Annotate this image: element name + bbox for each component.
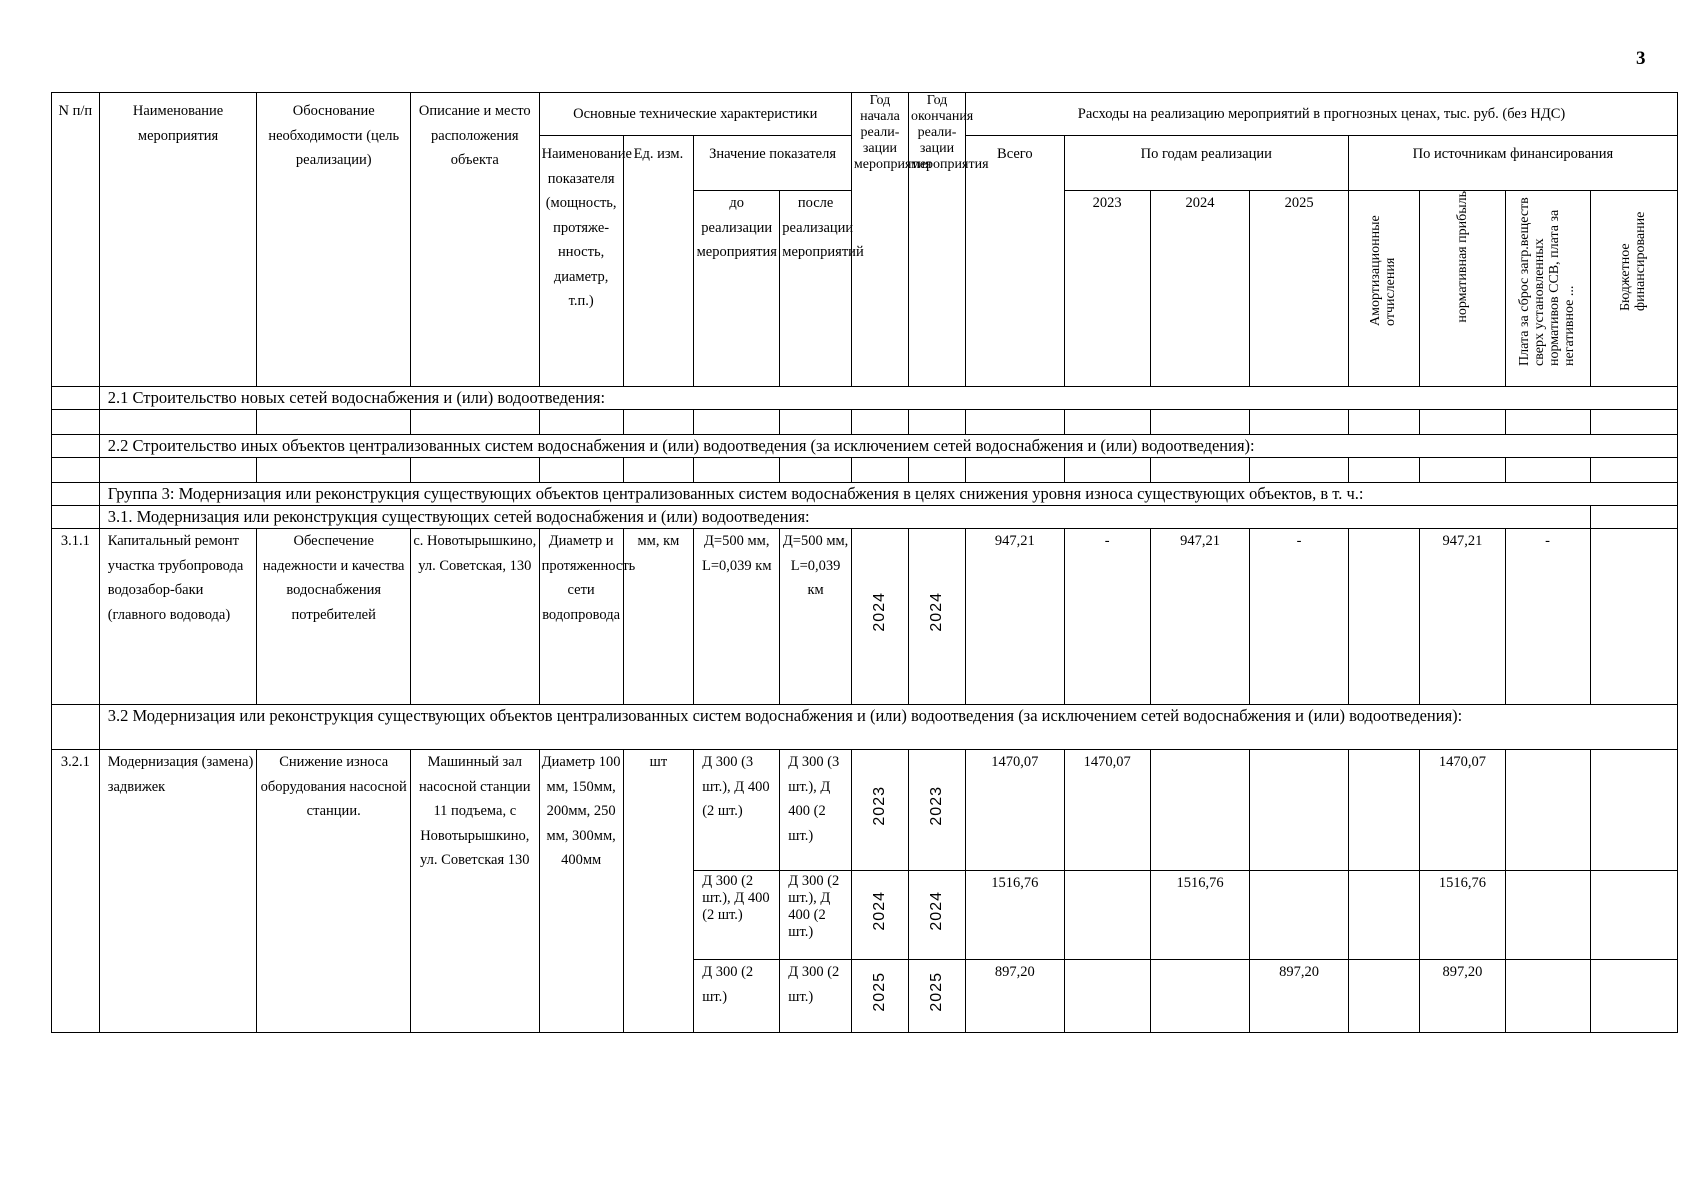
header-src-budget [1590,191,1677,387]
year-end-label: 2023 [927,785,945,826]
header-justification: Обоснование необходимости (цель реализации) [257,93,411,387]
row-2025: 897,20 [1250,960,1349,1033]
row-total: 897,20 [966,960,1065,1033]
row-2024: 947,21 [1150,529,1250,705]
row-total: 947,21 [966,529,1065,705]
year-end-label: 2024 [927,592,945,633]
year-start-label: 2023 [870,785,888,826]
row-2023: 1470,07 [1064,750,1150,871]
header-num: N п/п [52,93,100,387]
section-2-2-title: 2.2 Строительство иных объектов централизованных систем водоснабжения и (или) водоотведения (за исключением сетей водоснабжения и (или) водоотведения): [99,435,1677,458]
group-3-title: Группа 3: Модернизация или реконструкция существующих объектов централизованных систем водоснабжения в целях снижения уровня износа существующих объектов, в т. ч.: [99,483,1677,506]
row-after: Д 300 (2 шт.) [780,960,852,1033]
row-2025 [1250,750,1349,871]
year-start-label: 2025 [870,971,888,1012]
row-before: Д 300 (2 шт.) [694,960,780,1033]
header-src-profit [1420,191,1505,387]
section-row [52,483,1678,506]
header-tech-name: Наименование показателя (мощность, протяже-нность, диаметр, т.п.) [539,136,623,387]
header-year-start: Год начала реали-зации мероприятия [851,93,908,387]
row-total: 1516,76 [966,871,1065,960]
year-end-label: 2024 [927,890,945,931]
row-unit: шт [623,750,694,1033]
row-before: Д=500 мм, L=0,039 км [694,529,780,705]
row-budget [1590,960,1677,1033]
row-2023 [1064,960,1150,1033]
row-fee [1505,871,1590,960]
row-fee: - [1505,529,1590,705]
empty-row [52,410,1678,435]
section-3-1-title: 3.1. Модернизация или реконструкция существующих сетей водоснабжения и (или) водоотведения: [99,506,1590,529]
header-2024: 2024 [1150,191,1250,387]
year-start-label: 2024 [870,890,888,931]
row-2023: - [1064,529,1150,705]
row-fee [1505,960,1590,1033]
row-year-end [908,750,965,871]
row-2025 [1250,871,1349,960]
row-unit: мм, км [623,529,694,705]
row-justification: Обеспечение надежности и качества водоснабжения потребителей [257,529,411,705]
section-row [52,387,1678,410]
header-by-years: По годам реализации [1064,136,1348,191]
src-fee-label: Плата за сброс загр.веществ сверх установленных нормативов ССВ, плата за негативное ... [1516,197,1577,366]
header-row-1 [52,93,1678,136]
row-amortization [1348,750,1420,871]
header-tech-group: Основные технические характеристики [539,93,851,136]
header-by-sources: По источникам финансирования [1348,136,1677,191]
section-row [52,435,1678,458]
row-tech-name: Диаметр и протяженность сети водопровода [539,529,623,705]
row-year-start [851,960,908,1033]
row-year-start [851,871,908,960]
row-amortization [1348,529,1420,705]
row-profit: 1516,76 [1420,871,1505,960]
row-after: Д 300 (3 шт.), Д 400 (2 шт.) [780,750,852,871]
header-location: Описание и место расположения объекта [410,93,539,387]
row-2024 [1150,750,1250,871]
src-profit-label: нормативная прибыль [1454,191,1470,323]
row-2023 [1064,871,1150,960]
row-year-start [851,750,908,871]
empty-row [52,458,1678,483]
row-before: Д 300 (2 шт.), Д 400 (2 шт.) [694,871,780,960]
header-year-end: Год окончания реали-зации мероприятия [908,93,965,387]
row-total: 1470,07 [966,750,1065,871]
src-budget-label: Бюджетное финансирование [1617,211,1648,311]
page-number: 3 [1636,48,1646,69]
table-row [52,529,1678,705]
section-row [52,705,1678,750]
row-profit: 947,21 [1420,529,1505,705]
header-value: Значение показателя [694,136,852,191]
header-after: после реализации мероприятий [780,191,852,387]
year-start-label: 2024 [870,592,888,633]
row-year-end [908,529,965,705]
header-src-fee [1505,191,1590,387]
row-before: Д 300 (3 шт.), Д 400 (2 шт.) [694,750,780,871]
year-end-label: 2025 [927,971,945,1012]
row-budget [1590,750,1677,871]
row-year-end [908,960,965,1033]
row-name: Модернизация (замена) задвижек [99,750,257,1033]
row-profit: 1470,07 [1420,750,1505,871]
row-2024 [1150,960,1250,1033]
header-total: Всего [966,136,1065,387]
row-2025: - [1250,529,1349,705]
header-2023: 2023 [1064,191,1150,387]
section-2-1-title: 2.1 Строительство новых сетей водоснабжения и (или) водоотведения: [99,387,1677,410]
src-amortization-label: Амортизационные отчисления [1368,215,1399,326]
header-before: до реализации мероприятия [694,191,780,387]
row-2024: 1516,76 [1150,871,1250,960]
row-profit: 897,20 [1420,960,1505,1033]
row-location: с. Новотырышкино, ул. Советская, 130 [410,529,539,705]
row-num: 3.1.1 [52,529,100,705]
header-name: Наименование мероприятия [99,93,257,387]
row-after: Д=500 мм, L=0,039 км [780,529,852,705]
row-tech-name: Диаметр 100 мм, 150мм, 200мм, 250 мм, 300мм, 400мм [539,750,623,1033]
row-num: 3.2.1 [52,750,100,1033]
row-budget [1590,529,1677,705]
row-year-end [908,871,965,960]
row-location: Машинный зал насосной станции 11 подъема, с Новотырышкино, ул. Советская 130 [410,750,539,1033]
section-row [52,506,1678,529]
row-after: Д 300 (2 шт.), Д 400 (2 шт.) [780,871,852,960]
header-costs: Расходы на реализацию мероприятий в прогнозных ценах, тыс. руб. (без НДС) [966,93,1678,136]
row-amortization [1348,871,1420,960]
header-src-amortization [1348,191,1420,387]
row-fee [1505,750,1590,871]
table-row [52,750,1678,871]
row-amortization [1348,960,1420,1033]
header-unit: Ед. изм. [623,136,694,387]
section-3-2-title: 3.2 Модернизация или реконструкция существующих объектов централизованных систем водоснабжения и (или) водоотведения (за исключением сетей водоснабжения и (или) водоотведения): [99,705,1677,750]
row-name: Капитальный ремонт участка трубопровода водозабор-баки (главного водовода) [99,529,257,705]
header-2025: 2025 [1250,191,1349,387]
investment-program-table [51,92,1678,1033]
row-justification: Снижение износа оборудования насосной станции. [257,750,411,1033]
row-year-start [851,529,908,705]
row-budget [1590,871,1677,960]
